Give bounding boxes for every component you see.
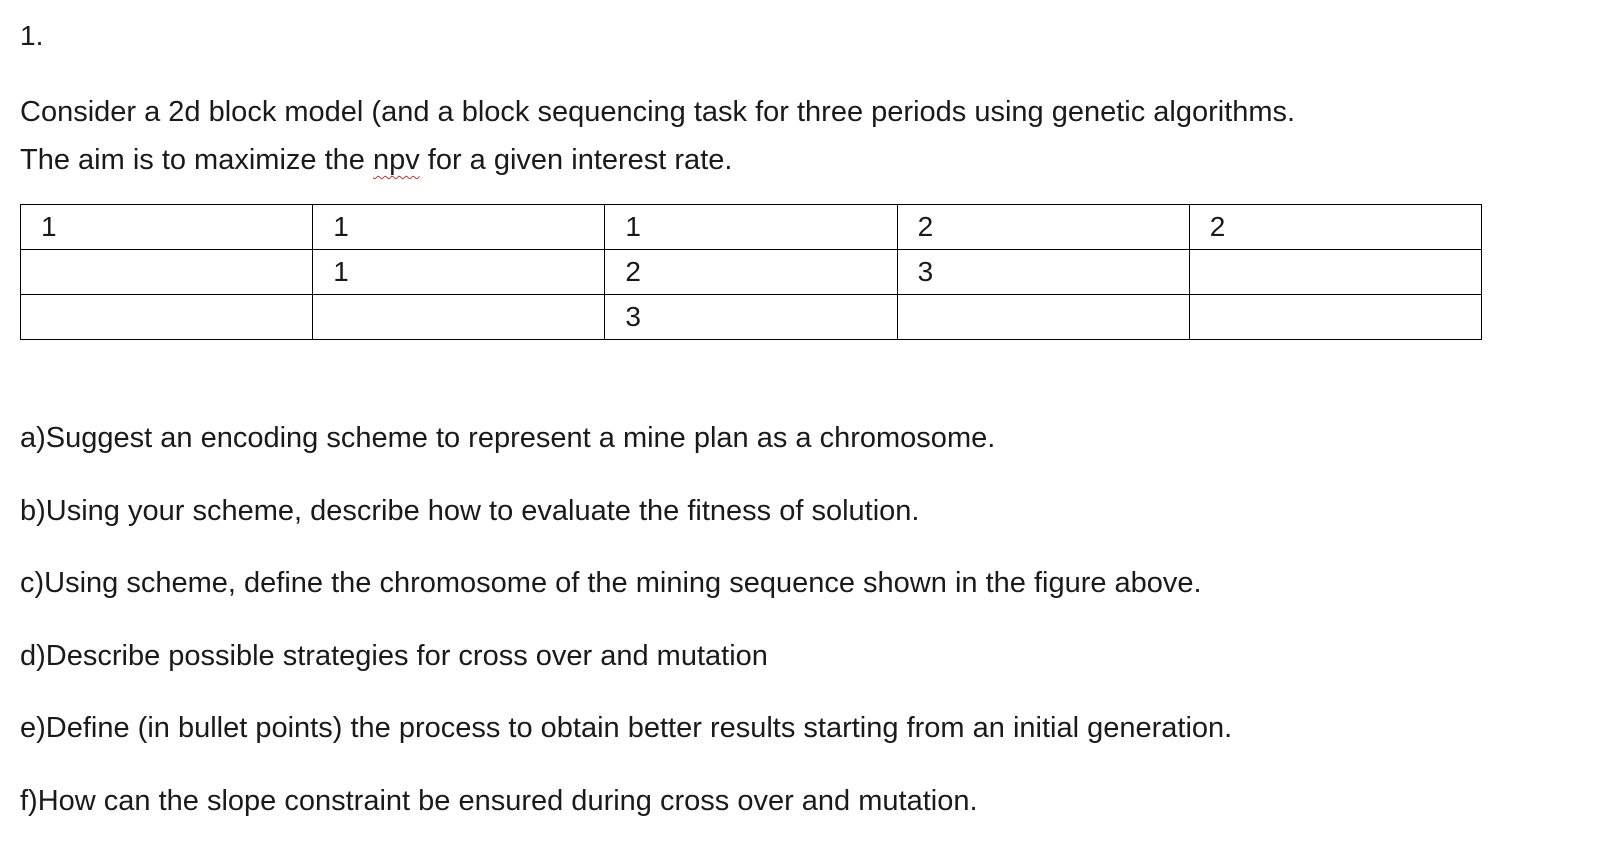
table-cell: 3 bbox=[897, 250, 1189, 295]
table-row bbox=[21, 295, 1482, 340]
sub-question-f: f)How can the slope constraint be ensured during cross over and mutation. bbox=[20, 784, 978, 817]
table-cell bbox=[21, 250, 313, 295]
sub-question-list bbox=[20, 414, 1580, 850]
sub-question-e: e)Define (in bullet points) the process to obtain better results starting from an initial generation. bbox=[20, 712, 1233, 745]
table-cell: 1 bbox=[21, 205, 313, 250]
spellcheck-flagged-word: npv bbox=[372, 144, 420, 176]
intro-line-1: Consider a 2d block model (and a block sequencing task for three periods using genetic algorithms. bbox=[20, 96, 1296, 128]
table-cell: 1 bbox=[605, 205, 897, 250]
table-cell bbox=[21, 295, 313, 340]
table-cell: 1 bbox=[313, 250, 605, 295]
intro-line-2-end: for a given interest rate. bbox=[419, 144, 733, 176]
question-number: 1. bbox=[20, 20, 44, 51]
table-cell bbox=[897, 295, 1189, 340]
table-cell bbox=[313, 295, 605, 340]
table-cell bbox=[1189, 295, 1481, 340]
sub-question-d: d)Describe possible strategies for cross over and mutation bbox=[20, 639, 768, 672]
table-cell bbox=[1189, 250, 1481, 295]
table-row bbox=[21, 205, 1482, 250]
table-cell: 1 bbox=[313, 205, 605, 250]
table-cell: 2 bbox=[1189, 205, 1481, 250]
table-cell: 3 bbox=[605, 295, 897, 340]
table-cell: 2 bbox=[897, 205, 1189, 250]
table-cell: 2 bbox=[605, 250, 897, 295]
block-model-table bbox=[20, 204, 1482, 340]
table-row bbox=[21, 250, 1482, 295]
question-intro bbox=[20, 88, 1580, 184]
sub-question-a: a)Suggest an encoding scheme to represent a mine plan as a chromosome. bbox=[20, 422, 996, 454]
sub-question-b: b)Using your scheme, describe how to evaluate the fitness of solution. bbox=[20, 494, 920, 527]
sub-question-c: c)Using scheme, define the chromosome of the mining sequence shown in the figure above. bbox=[20, 567, 1202, 600]
intro-line-2-start: The aim is to maximize the bbox=[20, 144, 373, 176]
